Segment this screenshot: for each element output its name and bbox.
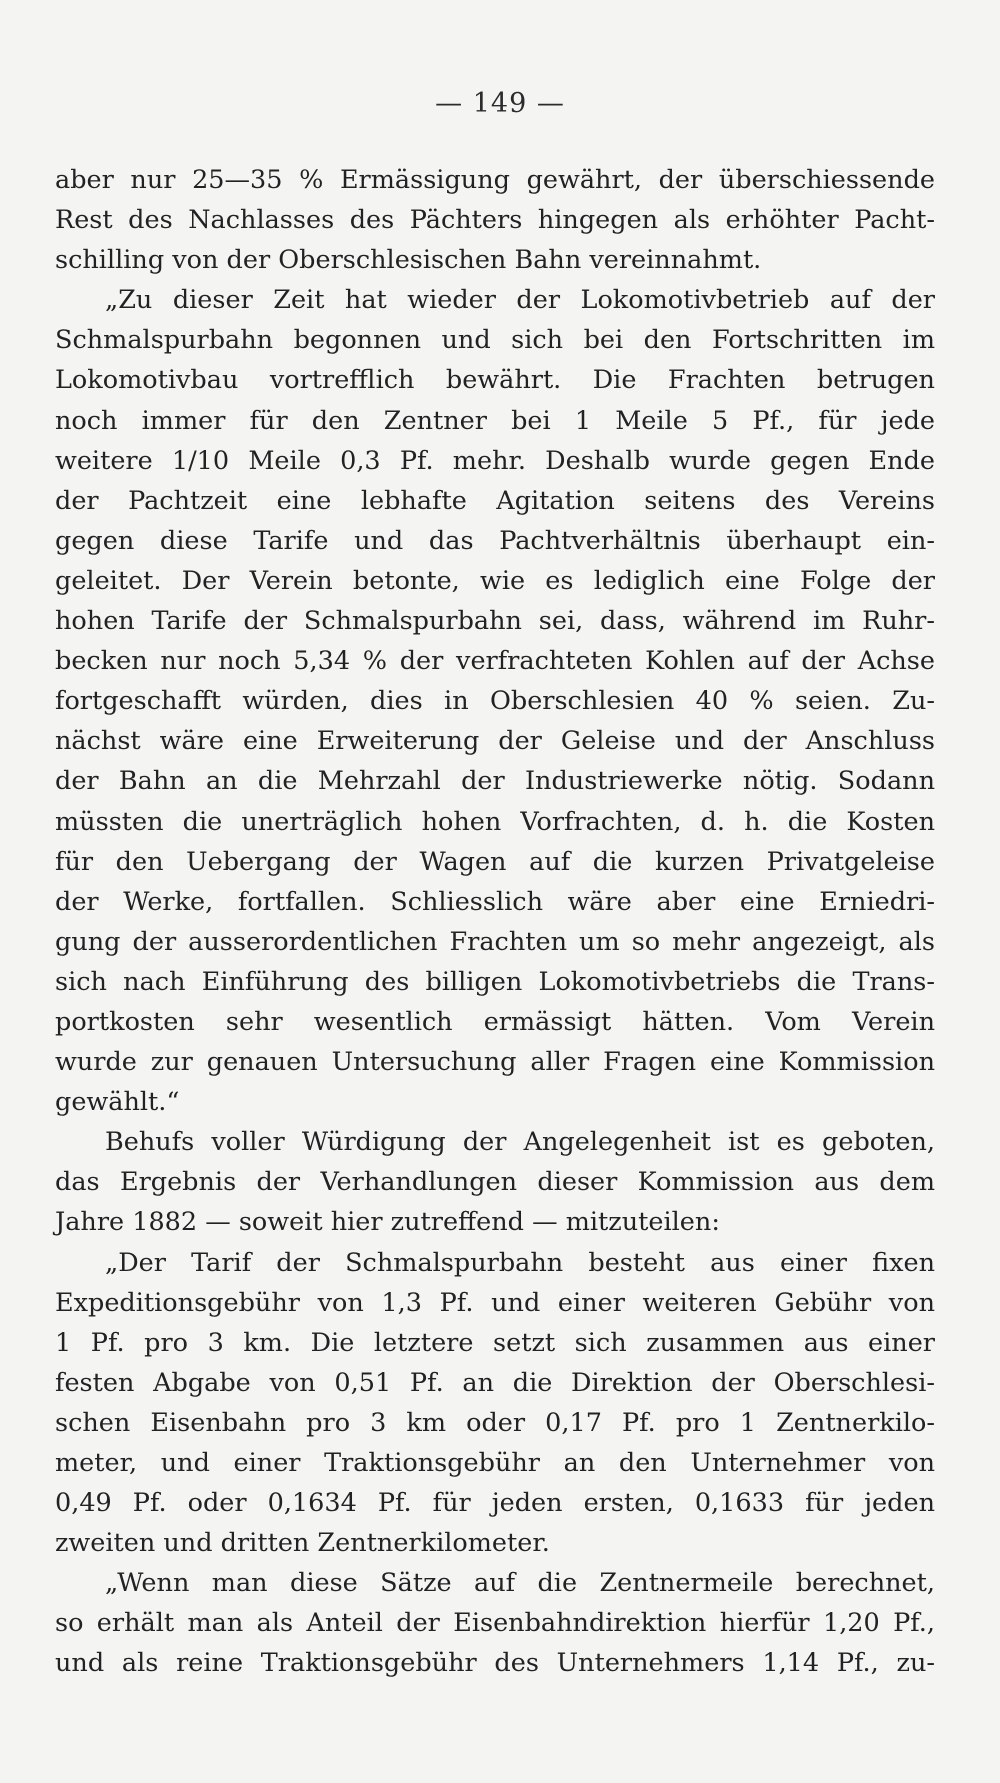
text-line: festen Abgabe von 0,51 Pf. an die Direktion der Oberschlesi- (55, 1367, 935, 1398)
body-text (55, 160, 935, 1684)
text-line: gung der ausserordentlichen Frachten um so mehr angezeigt, als (55, 926, 935, 957)
text-line: Expeditionsgebühr von 1,3 Pf. und einer weiteren Gebühr von (55, 1287, 935, 1318)
text-line: „Wenn man diese Sätze auf die Zentnermeile berechnet, (105, 1568, 935, 1599)
text-line: und als reine Traktionsgebühr des Unternehmers 1,14 Pf., zu- (55, 1648, 935, 1679)
text-line: Lokomotivbau vortrefflich bewährt. Die Frachten betrugen (55, 365, 935, 396)
text-line: der Bahn an die Mehrzahl der Industriewerke nötig. Sodann (55, 766, 935, 797)
text-line: für den Uebergang der Wagen auf die kurzen Privatgeleise (55, 846, 935, 877)
text-line: Jahre 1882 — soweit hier zutreffend — mitzuteilen: (55, 1207, 720, 1238)
page-number: — 149 — (435, 88, 565, 119)
text-line: müssten die unerträglich hohen Vorfrachten, d. h. die Kosten (55, 806, 935, 837)
text-line: wurde zur genauen Untersuchung aller Fragen eine Kommission (55, 1047, 935, 1078)
text-line: gegen diese Tarife und das Pachtverhältnis überhaupt ein- (55, 525, 935, 556)
text-line: nächst wäre eine Erweiterung der Geleise und der Anschluss (55, 726, 935, 757)
text-line: der Pachtzeit eine lebhafte Agitation seitens des Vereins (55, 485, 935, 516)
text-line: 0,49 Pf. oder 0,1634 Pf. für jeden ersten, 0,1633 für jeden (55, 1488, 935, 1519)
text-line: Schmalspurbahn begonnen und sich bei den Fortschritten im (55, 325, 935, 356)
text-line: portkosten sehr wesentlich ermässigt hätten. Vom Verein (55, 1006, 935, 1037)
text-line: das Ergebnis der Verhandlungen dieser Kommission aus dem (55, 1167, 935, 1198)
text-line: fortgeschafft würden, dies in Oberschlesien 40 % seien. Zu- (55, 686, 935, 717)
text-line: der Werke, fortfallen. Schliesslich wäre aber eine Erniedri- (55, 886, 935, 917)
text-line: schilling von der Oberschlesischen Bahn vereinnahmt. (55, 245, 762, 276)
text-line: „Der Tarif der Schmalspurbahn besteht aus einer fixen (105, 1247, 935, 1278)
text-line: Behufs voller Würdigung der Angelegenheit ist es geboten, (105, 1127, 935, 1158)
text-line: gewählt.“ (55, 1087, 180, 1118)
text-line: geleitet. Der Verein betonte, wie es lediglich eine Folge der (55, 565, 935, 596)
text-line: 1 Pf. pro 3 km. Die letztere setzt sich zusammen aus einer (55, 1327, 935, 1358)
text-line: meter, und einer Traktionsgebühr an den Unternehmer von (55, 1448, 935, 1478)
text-line: zweiten und dritten Zentnerkilometer. (55, 1528, 550, 1559)
text-line: „Zu dieser Zeit hat wieder der Lokomotivbetrieb auf der (105, 285, 935, 316)
text-line: aber nur 25—35 % Ermässigung gewährt, der überschiessende (55, 165, 935, 195)
text-line: so erhält man als Anteil der Eisenbahndirektion hierfür 1,20 Pf., (55, 1608, 935, 1639)
text-line: schen Eisenbahn pro 3 km oder 0,17 Pf. pro 1 Zentnerkilo- (55, 1407, 935, 1438)
text-line: hohen Tarife der Schmalspurbahn sei, dass, während im Ruhr- (55, 606, 935, 637)
text-line: Rest des Nachlasses des Pächters hingegen als erhöhter Pacht- (55, 205, 935, 236)
text-line: sich nach Einführung des billigen Lokomotivbetriebs die Trans- (55, 966, 935, 997)
text-line: becken nur noch 5,34 % der verfrachteten Kohlen auf der Achse (55, 646, 935, 677)
text-line: noch immer für den Zentner bei 1 Meile 5 Pf., für jede (55, 405, 935, 436)
text-line: weitere 1/10 Meile 0,3 Pf. mehr. Deshalb wurde gegen Ende (55, 445, 935, 476)
